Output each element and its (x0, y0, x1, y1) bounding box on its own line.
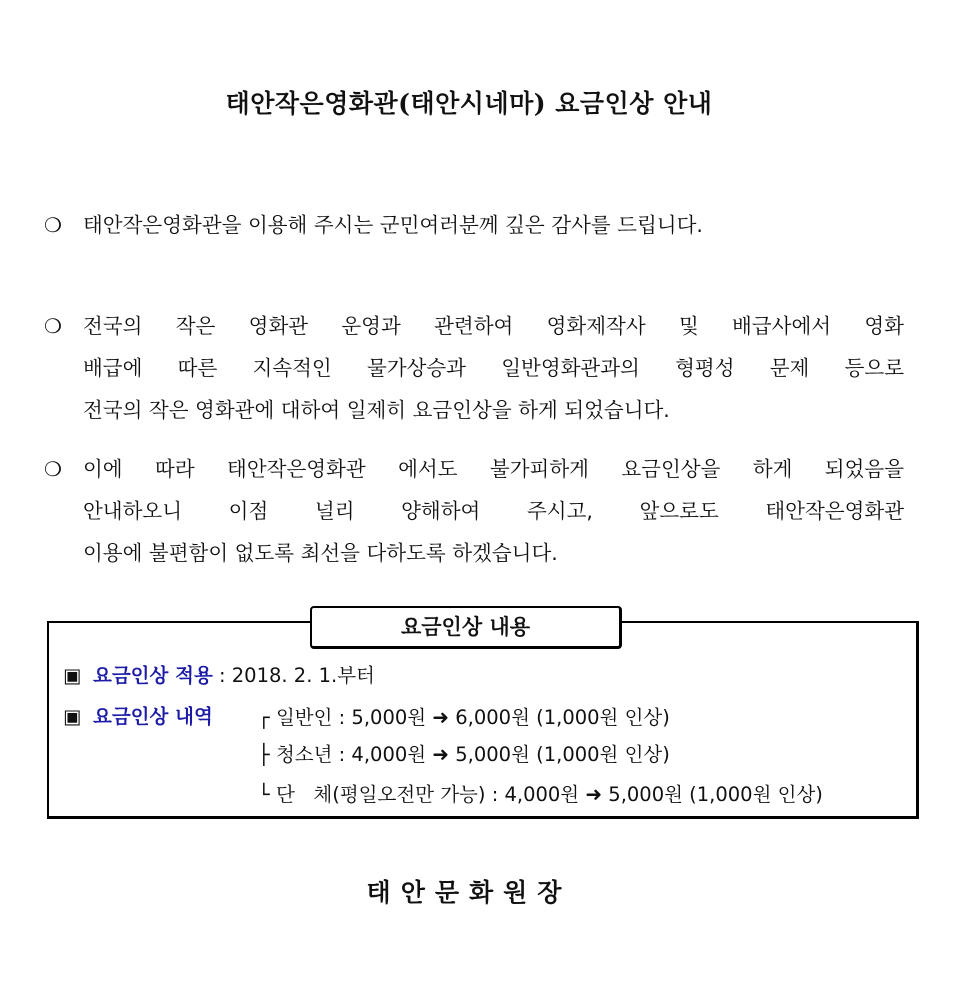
right-arrow-icon: ➜ (585, 782, 603, 806)
paragraph-line: 전국의 작은 영화관 운영과 관련하여 영화제작사 및 배급사에서 영화 (83, 314, 904, 338)
paragraph-line: 이에 따라 태안작은영화관 에서도 불가피하게 요금인상을 하게 되었음을 (83, 457, 904, 481)
square-marker-icon: ▣ (63, 705, 82, 728)
paragraph-line: 이용에 불편함이 없도록 최선을 다하도록 하겠습니다. (83, 541, 558, 565)
apply-date-row (63, 661, 375, 691)
paragraph-line: 태안작은영화관을 이용해 주시는 군민여러분께 깊은 감사를 드립니다. (83, 213, 703, 237)
right-arrow-icon: ➜ (432, 742, 450, 766)
fee-item-after: 5,000원 (1,000원 인상) (449, 743, 670, 766)
bullet-circle-icon: ❍ (44, 457, 62, 481)
fee-item-before: : 5,000원 (332, 706, 433, 729)
square-marker-icon: ▣ (63, 664, 82, 687)
fee-item-name: 단 체(평일오전만 가능) (275, 783, 486, 806)
fee-info-box-title: 요금인상 내용 (310, 606, 622, 649)
page-title: 태안작은영화관(태안시네마) 요금인상 안내 (225, 89, 713, 118)
bullet-circle-icon: ❍ (44, 213, 62, 237)
apply-date-label: 요금인상 적용 (93, 664, 213, 687)
bullet-circle-icon: ❍ (44, 314, 62, 338)
paragraph-line: 안내하오니 이점 널리 양해하여 주시고, 앞으로도 태안작은영화관 (83, 499, 904, 523)
right-arrow-icon: ➜ (432, 705, 450, 729)
paragraph-thanks (44, 204, 904, 246)
tree-branch-icon: ├ (258, 743, 270, 766)
fee-item-before: : 4,000원 (332, 743, 433, 766)
paragraph-reason (44, 305, 904, 431)
fee-item-after: 6,000원 (1,000원 인상) (449, 706, 670, 729)
fee-item-name: 일반인 (275, 706, 333, 729)
fee-detail-label: 요금인상 내역 (93, 705, 213, 728)
fee-item-after: 5,000원 (1,000원 인상) (602, 783, 823, 806)
paragraph-notice (44, 448, 904, 574)
signature-footer: 태안문화원장 (366, 878, 572, 907)
fee-item-group (258, 779, 823, 809)
fee-item-name: 청소년 (275, 743, 333, 766)
paragraph-line: 전국의 작은 영화관에 대하여 일제히 요금인상을 하게 되었습니다. (83, 398, 670, 422)
apply-date-value: : 2018. 2. 1.부터 (212, 664, 375, 687)
tree-branch-icon: └ (258, 783, 270, 806)
paragraph-line: 배급에 따른 지속적인 물가상승과 일반영화관과의 형평성 문제 등으로 (83, 356, 904, 380)
fee-item-youth (258, 739, 670, 769)
fee-detail-row (63, 702, 213, 732)
fee-item-before: : 4,000원 (485, 783, 586, 806)
tree-branch-icon: ┌ (258, 706, 270, 729)
fee-item-general (258, 702, 670, 732)
